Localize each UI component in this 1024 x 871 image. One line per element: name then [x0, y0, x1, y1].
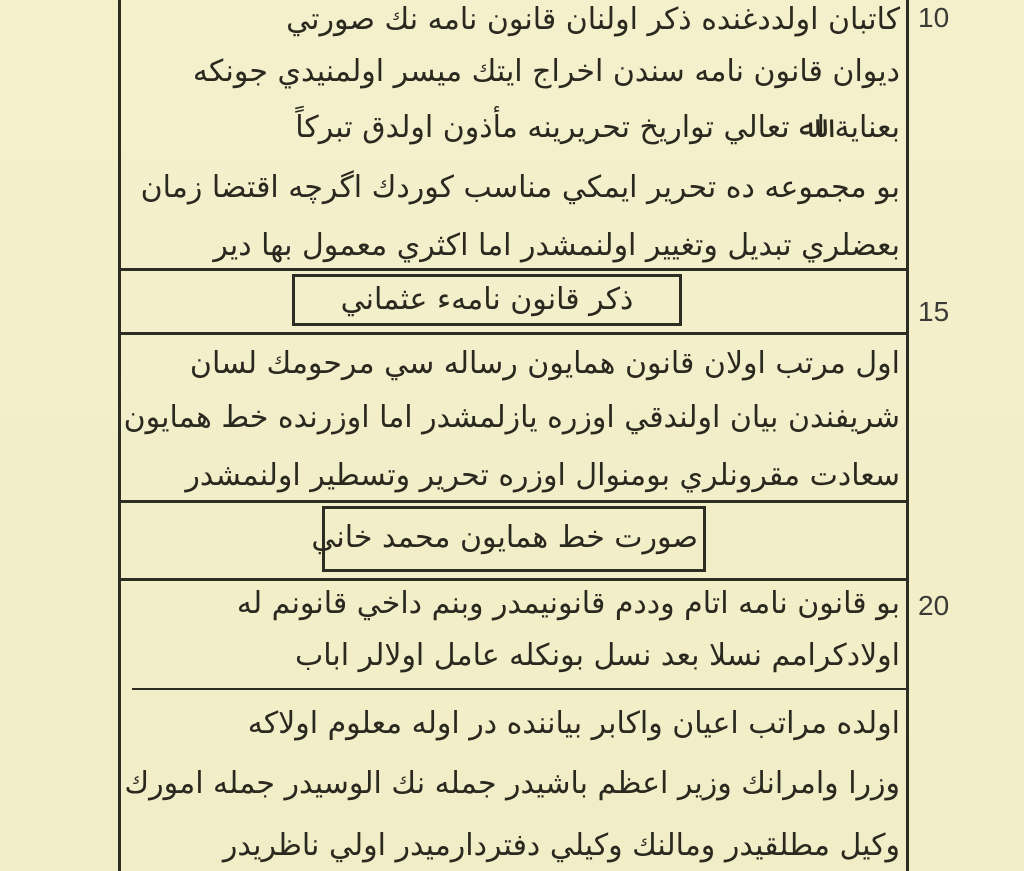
underline-rule: [132, 688, 906, 690]
line-number-10: 10: [918, 2, 950, 33]
text-line-7: ﺷﺮﻳﻔﻨﺪن ﺑﻴﺎن اوﻟﻨﺪﻗﻲ اوزره ﻳﺎزﻟﻤﺸﺪر اﻣﺎ اوزرﻧﺪه ﺧﻂ ﻫﻤﺎﻳﻮن: [123, 400, 900, 435]
heading-2: ﺻﻮرت ﺧﻂ ﻫﻤﺎﻳﻮن ﻣﺤﻤﺪ ﺧﺎﻧﻲ: [311, 520, 698, 555]
rule-above-heading-1: [120, 268, 906, 271]
line-number-20: 20: [918, 590, 950, 621]
text-line-13: وﻛﻴﻞ ﻣﻄﻠﻘﻴﺪر وﻣﺎﻟﻨﻚ وﻛﻴﻠﻲ دﻓﺘﺮدارﻣﻴﺪر اوﻟﻲ ﻧﺎﻇﺮﻳﺪر: [222, 828, 900, 863]
line-number-15: 15: [918, 296, 950, 327]
text-line-11: اوﻟﺪه ﻣﺮاﺗﺐ اﻋﻴﺎن واﻛﺎﺑﺮ ﺑﻴﺎﻧﻨﺪه در اوﻟﻪ ﻣﻌﻠﻮم اوﻻﻛﻪ: [247, 706, 900, 741]
text-line-4: ﺑﻮ ﻣﺠﻤﻮﻋﻪ ده ﺗﺤﺮﻳﺮ اﻳﻤﻜﻲ ﻣﻨﺎﺳﺐ ﻛﻮردك اﮔﺮﭼﻪ اﻗﺘﻀﺎ زﻣﺎن: [140, 170, 900, 205]
text-line-9: ﺑﻮ ﻗﺎﻧﻮن ﻧﺎﻣﻪ اﺗﺎم وددم ﻗﺎﻧﻮﻧﻴﻤﺪر وﺑﻨﻢ داﺧﻲ ﻗﺎﻧﻮﻧﻢ ﻟﻪ: [236, 586, 900, 621]
left-margin-rule: [118, 0, 121, 871]
heading-1: ذﻛﺮ ﻗﺎﻧﻮن ﻧﺎﻣﻪء ﻋﺜﻤﺎﻧﻲ: [340, 282, 634, 317]
rule-below-heading-2: [120, 578, 906, 581]
text-line-1: ﻛﺎﺗﺒﺎن اوﻟﺪدﻏﻨﺪه ذﻛﺮ اوﻟﻨﺎن ﻗﺎﻧﻮن ﻧﺎﻣﻪ ﻧﻚ ﺻﻮرﺗﻲ: [286, 2, 900, 37]
text-line-3: ﺑﻌﻨﺎﻳﺔ اﷲ ﺗﻌﺎﻟﻲ ﺗﻮارﻳﺦ ﺗﺤﺮﻳﺮﻳﻨﻪ ﻣﺄذون اوﻟﺪق ﺗﺒﺮﻛﺎً: [295, 110, 900, 145]
text-line-8: ﺳﻌﺎدت ﻣﻘﺮوﻧﻠﺮي ﺑﻮﻣﻨﻮال اوزره ﺗﺤﺮﻳﺮ وﺗﺴﻄﻴﺮ اوﻟﻨﻤﺸﺪر: [185, 458, 900, 493]
text-line-5: ﺑﻌﻀﻠﺮي ﺗﺒﺪﻳﻞ وﺗﻐﻴﻴﺮ اوﻟﻨﻤﺸﺪر اﻣﺎ اﻛﺜﺮي ﻣﻌﻤﻮل ﺑﻬﺎ دﻳﺮ: [213, 228, 900, 263]
text-line-12: وزرا واﻣﺮاﻧﻚ وزﻳﺮ اﻋﻈﻢ ﺑﺎﺷﻴﺪر ﺟﻤﻠﻪ ﻧﻚ اﻟﻮﺳﻴﺪر ﺟﻤﻠﻪ اﻣﻮرك: [124, 766, 900, 801]
rule-above-heading-2: [120, 500, 906, 503]
right-margin-rule: [906, 0, 909, 871]
text-line-6: اول ﻣﺮﺗﺐ اوﻻن ﻗﺎﻧﻮن ﻫﻤﺎﻳﻮن رﺳﺎﻟﻪ ﺳﻲ ﻣﺮﺣﻮﻣﻚ ﻟﺴﺎن: [189, 346, 900, 381]
rule-below-heading-1: [120, 332, 906, 335]
text-line-2: دﻳﻮان ﻗﺎﻧﻮن ﻧﺎﻣﻪ ﺳﻨﺪن اﺧﺮاج اﻳﺘﻚ ﻣﻴﺴﺮ اوﻟﻤﻨﻴﺪي ﺟﻮﻧﻜﻪ: [192, 54, 900, 89]
text-line-10: اوﻻدﻛﺮاﻣﻢ ﻧﺴﻼ ﺑﻌﺪ ﻧﺴﻞ ﺑﻮﻧﻜﻠﻪ ﻋﺎﻣﻞ اوﻻﻟﺮ اﺑﺎب: [295, 638, 900, 673]
